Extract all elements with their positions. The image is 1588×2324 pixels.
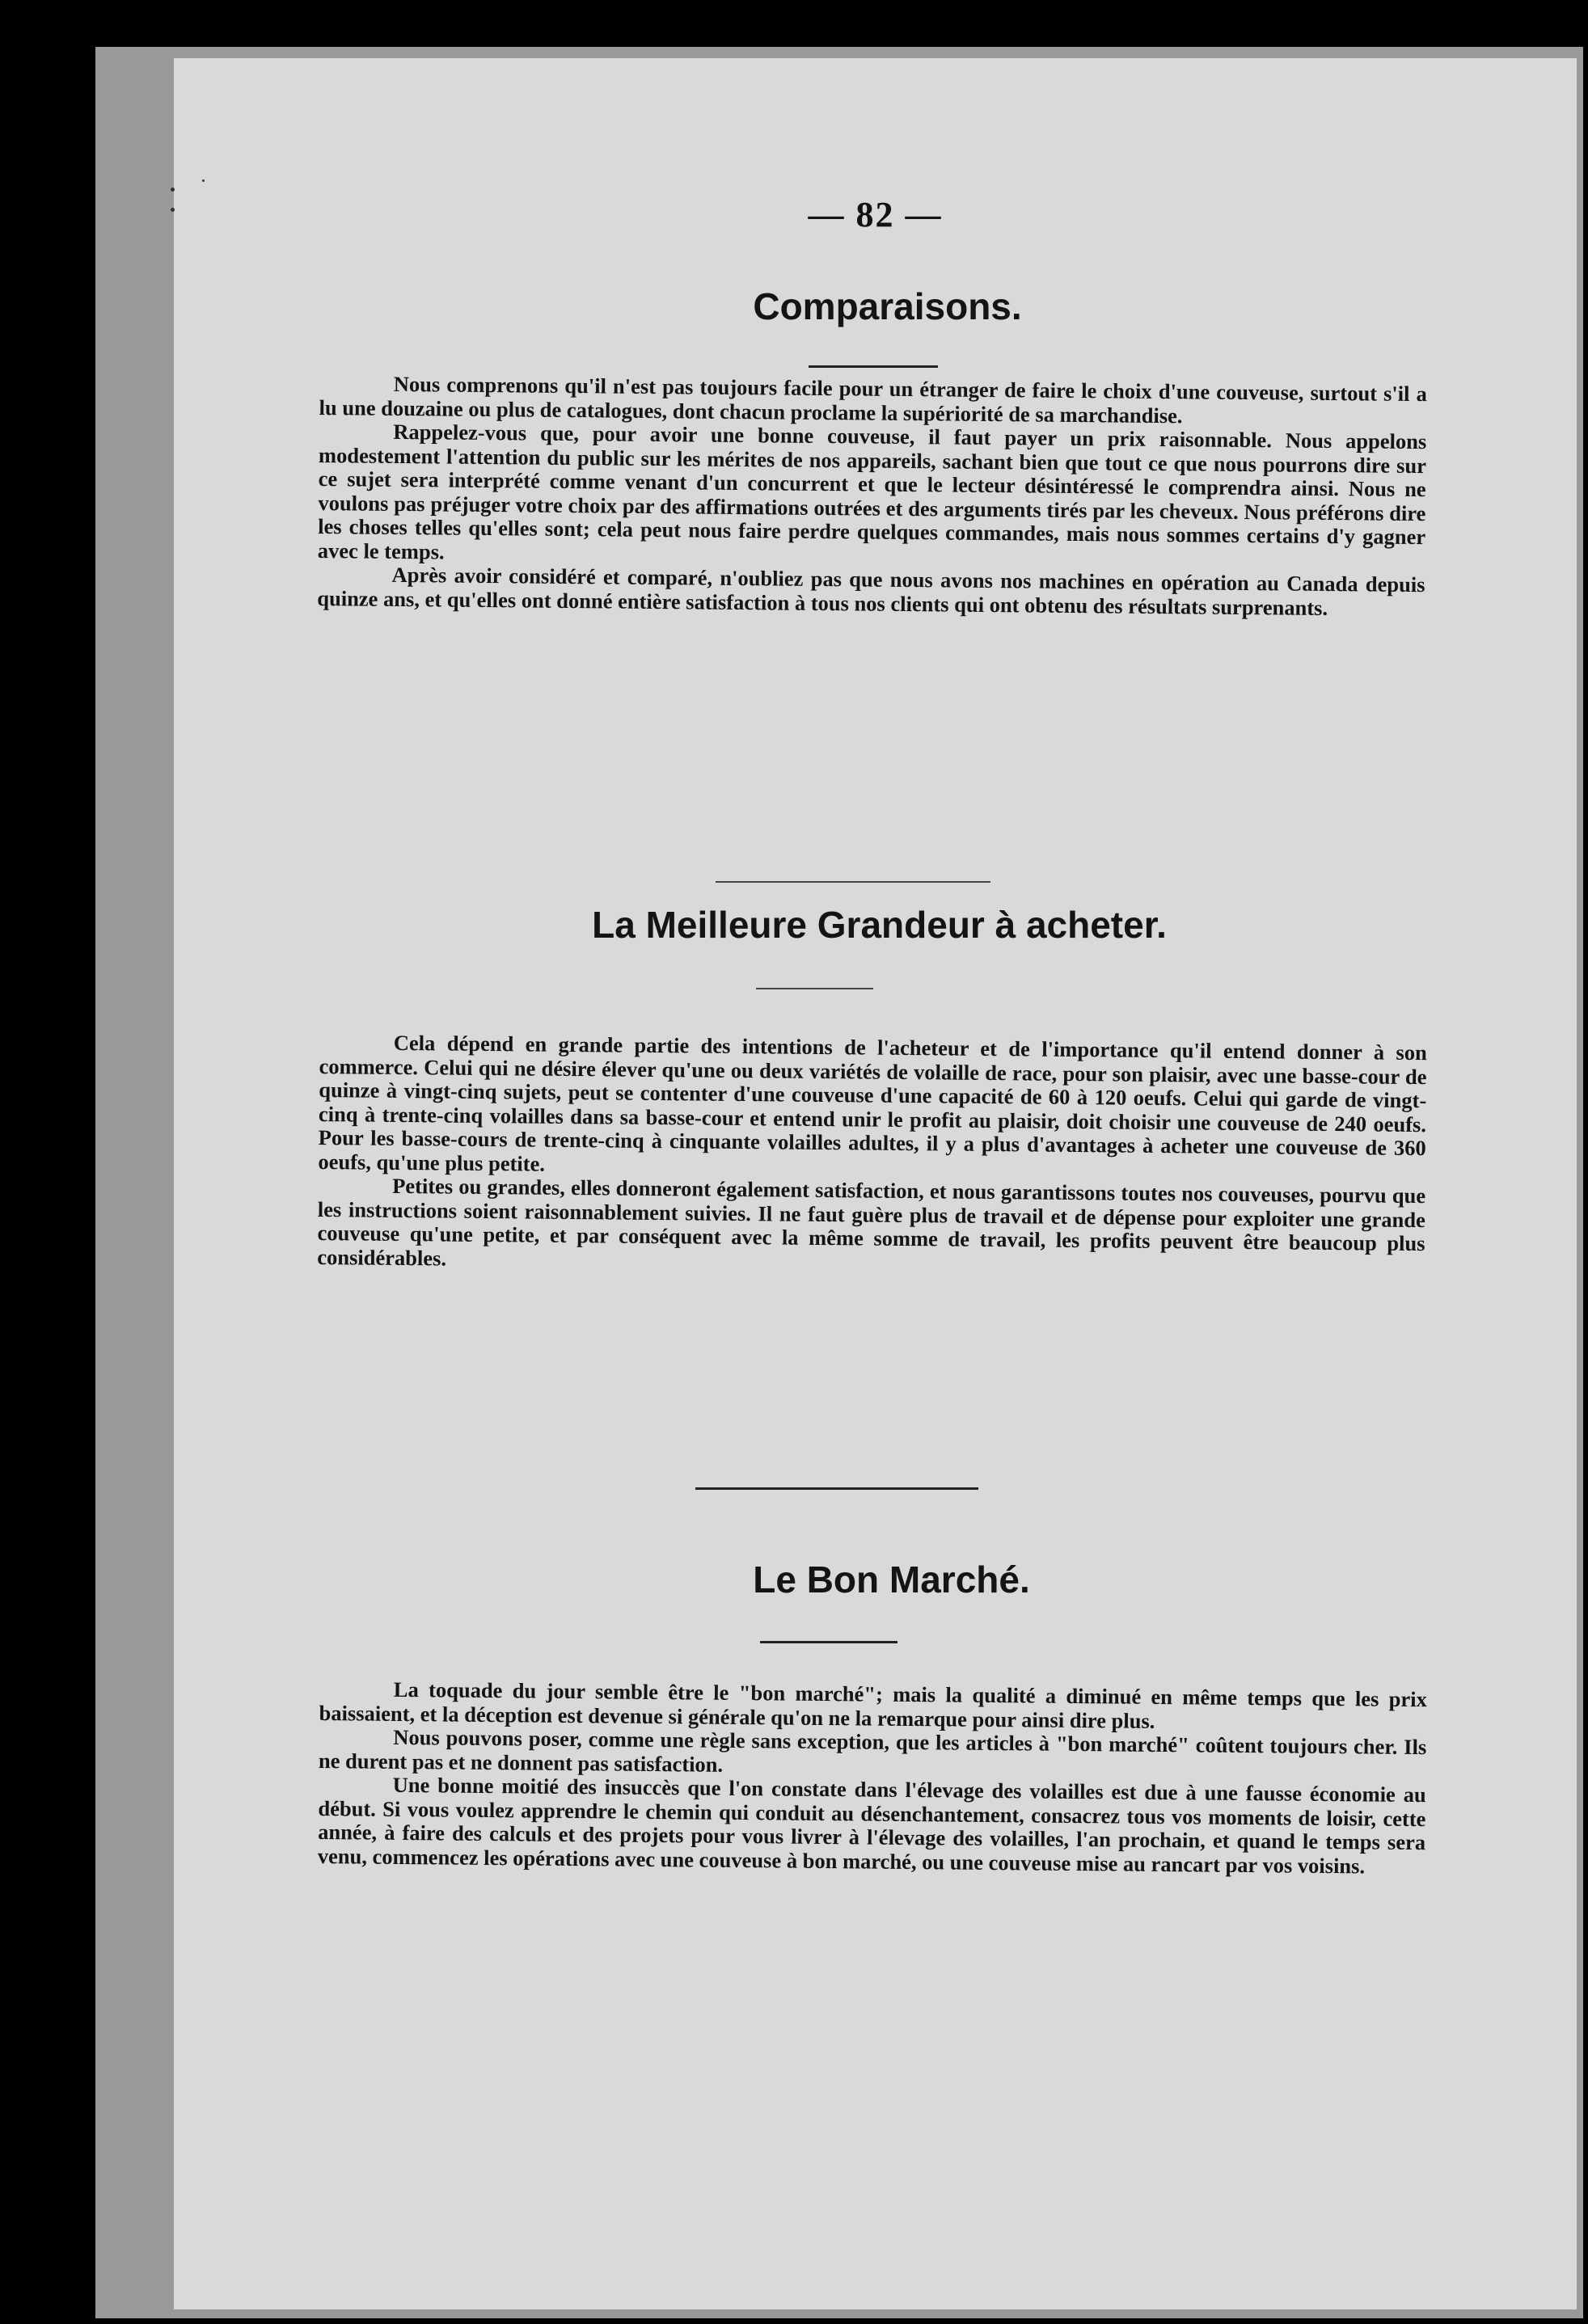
title-underline [756, 988, 873, 989]
section-body-bon-marche [318, 1677, 1427, 1879]
section-title-comparaisons: Comparaisons. [753, 285, 1022, 327]
paragraph: Nous comprenons qu'il n'est pas toujours facile pour un étranger de faire le choix d'une couveuse, surtout s'il a lu une douzaine ou plus de catalogues, dont chacun proclame la supériorité de sa marchandise. [319, 371, 1427, 428]
section-body-meilleure-grandeur [317, 1031, 1427, 1280]
title-underline [809, 365, 938, 368]
paragraph: Rappelez-vous que, pour avoir une bonne couveuse, il faut payer un prix raisonnable. Nous appelons modestement l'attention du public sur les mérites de nos appareils, sachant bien que tout ce que nous pourrons dire sur ce sujet sera interprété comme venant d'un concurrent et que le lecteur désintéressé le comprendra ainsi. Nous ne voulons pas préjuger votre choix par des affirmations outrées et des arguments tirés par les cheveux. Nous préférons dire les choses telles qu'elles sont; cela peut nous faire perdre quelques commandes, mais nous sommes certains d'y gagner avec le temps. [317, 419, 1427, 563]
paragraph: Cela dépend en grande partie des intentions de l'acheteur et de l'importance qu'il entend donner à son commerce. Celui qui ne désire élever qu'une ou deux variétés de volaille de race, pour son plaisir, avec une basse-cour de quinze à vingt-cinq sujets, peut se contenter d'une couveuse d'une capacité de 60 à 120 oeufs. Celui qui garde de vingt-cinq à trente-cinq volailles dans sa basse-cour et entend unir le profit au plaisir, doit choisir une couveuse de 240 oeufs. Pour les basse-cours de trente-cinq à cinquante volailles adultes, il y a plus d'avantages à acheter une couveuse de 360 oeufs, qu'une plus petite. [318, 1030, 1427, 1176]
section-divider [695, 1487, 978, 1490]
paragraph: Une bonne moitié des insuccès que l'on constate dans l'élevage des volailles est due à une fausse économie au début. Si vous voulez apprendre le chemin qui conduit au désenchantement, consacrez tous vos moments de loisir, cette année, à faire des calculs et des projets pour vous livrer à l'élevage des volailles, l'an prochain, et quand le temps sera venu, commencez les opérations avec une couveuse à bon marché, ou une couveuse mise au rancart par vos voisins. [317, 1772, 1426, 1878]
margin-speck [171, 188, 175, 192]
section-title-meilleure-grandeur: La Meilleure Grandeur à acheter. [592, 904, 1167, 946]
paragraph: Petites ou grandes, elles donneront également satisfaction, et nous garantissons toutes nos couveuses, pourvu que les instructions soient raisonnablement suivies. Il ne faut guère plus de travail et de dépense pour exploiter une grande couveuse qu'une petite, et par conséquent avec la même somme de travail, les profits peuvent être beaucoup plus considérables. [317, 1173, 1426, 1271]
section-body-comparaisons [317, 372, 1427, 621]
title-underline [760, 1641, 897, 1643]
paragraph: Après avoir considéré et comparé, n'oubliez pas que nous avons nos machines en opération au Canada depuis quinze ans, et qu'elles ont donné entière satisfaction à tous nos clients qui ont obtenu des résultats surprenants. [317, 562, 1425, 620]
margin-speck [202, 179, 205, 182]
document-page [174, 58, 1577, 2309]
page-number: — 82 — [808, 195, 943, 234]
section-title-bon-marche: Le Bon Marché. [753, 1558, 1030, 1601]
section-divider [716, 881, 990, 883]
paragraph: La toquade du jour semble être le "bon marché"; mais la qualité a diminué en même temps que les prix baissaient, et la déception est devenue si générale qu'on ne la remarque pour ainsi dire plus. [319, 1677, 1427, 1733]
paragraph: Nous pouvons poser, comme une règle sans exception, que les articles à "bon marché" coûtent toujours cher. Ils ne durent pas et ne donnent pas satisfaction. [318, 1724, 1427, 1777]
